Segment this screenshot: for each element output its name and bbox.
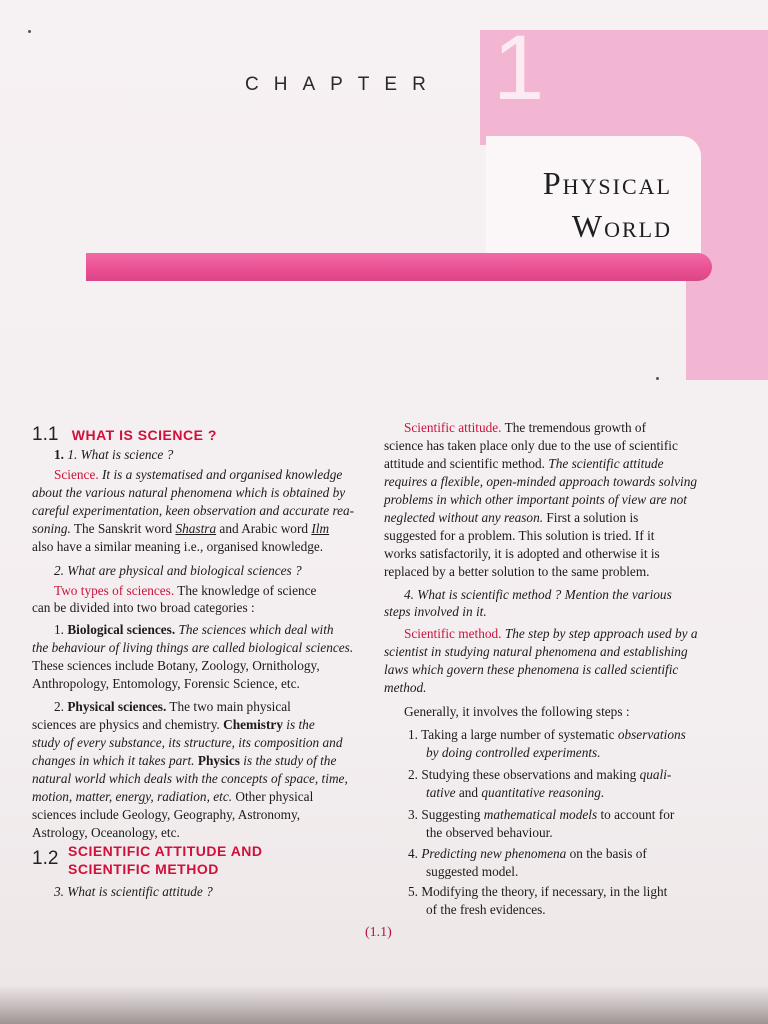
step-4-line2: suggested model. — [426, 864, 519, 879]
para-attitude-line2: science has taken place only due to the use of scientific — [384, 438, 678, 453]
step-1-line1 — [408, 727, 686, 743]
section-number: 1.2 — [32, 848, 59, 869]
section-heading-1-2 — [32, 848, 58, 870]
term-two-types: Two types of sciences. — [54, 583, 175, 598]
question-4-line2: steps involved in it. — [384, 604, 487, 619]
text: soning. — [32, 521, 71, 536]
step-5-line1 — [408, 884, 667, 900]
chapter-label: CHAPTER — [245, 74, 441, 95]
text: Modifying the theory, if necessary, in the light — [421, 884, 668, 899]
word-ilm: Ilm — [311, 521, 330, 536]
text: The two main physical — [166, 699, 291, 714]
speck — [656, 377, 659, 380]
para-phy-line7: sciences include Geology, Geography, Astronomy, — [32, 807, 301, 822]
text: First a solution is — [543, 510, 639, 525]
step-3-line1 — [408, 807, 674, 823]
list-number: 1. — [54, 622, 64, 637]
question-3: 3. What is scientific attitude ? — [54, 884, 213, 899]
step-2-line1 — [408, 767, 671, 783]
text: by doing controlled experiments. — [426, 745, 601, 760]
para-science-line1 — [54, 467, 342, 483]
text: to account for — [597, 807, 675, 822]
section-heading-1-1 — [32, 424, 217, 446]
para-phy-line4 — [32, 753, 336, 769]
chapter-number: 1 — [493, 17, 545, 119]
term-biological: Biological sciences. — [67, 622, 176, 637]
term-science: Science. — [54, 467, 99, 482]
text: The tremendous growth of — [501, 420, 646, 435]
text: is the — [282, 717, 315, 732]
generally-line: Generally, it involves the following steps : — [404, 704, 630, 719]
section-title: WHAT IS SCIENCE ? — [71, 427, 217, 443]
chapter-title-line2: World — [571, 208, 672, 244]
para-types-line1 — [54, 583, 316, 599]
list-number: 5. — [408, 884, 418, 899]
section-number: 1.1 — [32, 424, 59, 445]
text: tative — [426, 785, 456, 800]
text: and — [455, 785, 482, 800]
para-phy-line5: natural world which deals with the concepts of space, time, — [32, 771, 348, 786]
text: changes in which it takes part. — [32, 753, 198, 768]
text: The sciences which deal with — [175, 622, 334, 637]
section-title-1-2-line2: SCIENTIFIC METHOD — [68, 861, 219, 877]
step-2-line2 — [426, 785, 604, 801]
term-physical: Physical sciences. — [67, 699, 167, 714]
text: quali- — [639, 767, 672, 782]
para-science-line2: about the various natural phenomena which is obtained by — [32, 485, 346, 500]
step-5-line2: of the fresh evidences. — [426, 902, 546, 917]
para-phy-line6 — [32, 789, 313, 805]
para-attitude-line5: problems in which other important points of view are not — [384, 492, 687, 507]
text: Studying these observations and making — [421, 767, 640, 782]
para-method-line2: scientist in studying natural phenomena and establishing — [384, 644, 688, 659]
text: mathematical models — [483, 807, 598, 822]
text: sciences are physics and chemistry. — [32, 717, 224, 732]
text: quantitative reasoning. — [481, 785, 605, 800]
text: The Sanskrit word — [70, 521, 176, 536]
text: and Arabic word — [216, 521, 312, 536]
para-attitude-line7: suggested for a problem. This solution is tried. If it — [384, 528, 655, 543]
para-science-line3: careful experimentation, keen observation and accurate rea- — [32, 503, 355, 518]
para-science-line5: also have a similar meaning i.e., organised knowledge. — [32, 539, 324, 554]
para-method-line4: method. — [384, 680, 427, 695]
para-bio-line1 — [54, 622, 334, 638]
term-scientific-method: Scientific method. — [404, 626, 502, 641]
page-edge-shadow — [0, 985, 768, 1024]
para-method-line1 — [404, 626, 697, 642]
page-number: (1.1) — [365, 925, 392, 940]
term-physics: Physics — [197, 753, 240, 768]
term-scientific-attitude: Scientific attitude. — [404, 420, 502, 435]
step-4-line1 — [408, 846, 647, 862]
para-attitude-line3 — [384, 456, 664, 472]
para-phy-line1 — [54, 699, 291, 715]
title-underline-bar — [86, 253, 712, 281]
chapter-title-line1: Physical — [542, 165, 672, 201]
para-phy-line2 — [32, 717, 315, 733]
question-4-line1: 4. What is scientific method ? Mention the various — [404, 587, 672, 602]
text: attitude and scientific method. — [384, 456, 549, 471]
para-science-line4 — [32, 521, 329, 537]
para-types-line2: can be divided into two broad categories : — [32, 600, 255, 615]
para-bio-line4: Anthropology, Entomology, Forensic Science, etc. — [32, 676, 300, 691]
para-bio-line3: These sciences include Botany, Zoology, Ornithology, — [32, 658, 320, 673]
text: Taking a large number of systematic — [421, 727, 618, 742]
question-1-text: 1. What is science ? — [67, 447, 174, 462]
question-2: 2. What are physical and biological sciences ? — [54, 563, 302, 578]
para-attitude-line9: replaced by a better solution to the same problem. — [384, 564, 650, 579]
para-attitude-line1 — [404, 420, 646, 436]
text: is the study of the — [239, 753, 337, 768]
step-3-line2: the observed behaviour. — [426, 825, 553, 840]
para-phy-line3: study of every substance, its structure, its composition and — [32, 735, 343, 750]
para-attitude-line8: works satisfactorily, it is adopted and otherwise it is — [384, 546, 660, 561]
speck — [28, 30, 31, 33]
text: neglected without any reason. — [384, 510, 544, 525]
list-number: 1. — [408, 727, 418, 742]
text: Predicting new phenomena — [421, 846, 567, 861]
text: It is a systematised and organised knowledge — [98, 467, 343, 482]
text: motion, matter, energy, radiation, etc. — [32, 789, 233, 804]
text: The scientific attitude — [548, 456, 664, 471]
para-phy-line8: Astrology, Oceanology, etc. — [32, 825, 180, 840]
para-method-line3: laws which govern these phenomena is called scientific — [384, 662, 679, 677]
step-1-line2 — [426, 745, 601, 761]
section-title-1-2-line1: SCIENTIFIC ATTITUDE AND — [68, 843, 263, 859]
list-number: 2. — [408, 767, 418, 782]
list-number: 4. — [408, 846, 418, 861]
text: on the basis of — [566, 846, 647, 861]
text: Suggesting — [421, 807, 484, 822]
list-number: 3. — [408, 807, 418, 822]
term-chemistry: Chemistry — [223, 717, 283, 732]
para-attitude-line6 — [384, 510, 638, 526]
text: The step by step approach used by a — [501, 626, 698, 641]
text: observations — [617, 727, 686, 742]
para-attitude-line4: requires a flexible, open-minded approach towards solving — [384, 474, 698, 489]
list-number: 2. — [54, 699, 64, 714]
text: Other physical — [232, 789, 314, 804]
para-bio-line2: the behaviour of living things are called biological sciences. — [32, 640, 354, 655]
text: The knowledge of science — [174, 583, 317, 598]
word-shastra: Shastra — [175, 521, 217, 536]
question-1: 1. 1. What is science ? — [54, 447, 174, 462]
